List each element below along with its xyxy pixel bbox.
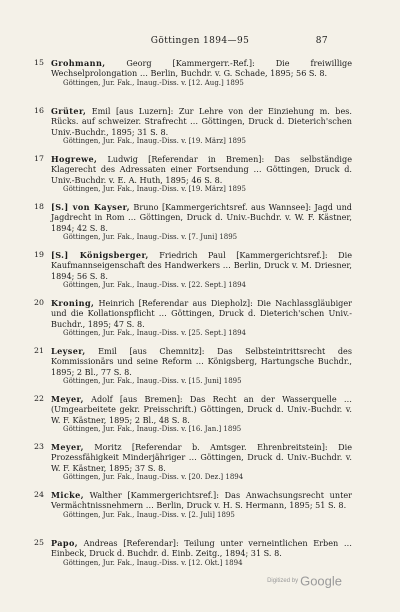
dissertation-note: Göttingen, Jur. Fak., Inaug.-Diss. v. [12. Okt.] 1894 bbox=[63, 558, 243, 567]
author-name: Grohmann, bbox=[51, 58, 106, 68]
entry-number: 21 bbox=[34, 346, 44, 355]
dissertation-note: Göttingen, Jur. Fak., Inaug.-Diss. v. [16. Jan.] 1895 bbox=[63, 424, 242, 433]
entry-number: 22 bbox=[34, 394, 44, 403]
bibliography-entry bbox=[36, 490, 352, 520]
entry-body bbox=[51, 154, 352, 194]
entry-body bbox=[51, 202, 352, 242]
entry-number: 20 bbox=[34, 298, 44, 307]
entry-text: Adolf [aus Bremen]: Das Recht an der Wasserquelle … (Umgearbeitete gekr. Preisschrift.) Göttingen, Druck d. Univ.-Buchdr. v. W. F. Kästner, 1895; 2 Bl., 48 S. 8. bbox=[51, 394, 352, 425]
bibliography-entry bbox=[36, 298, 352, 338]
digitization-watermark bbox=[267, 572, 342, 590]
bibliography-entry bbox=[36, 250, 352, 290]
dissertation-note: Göttingen, Jur. Fak., Inaug.-Diss. v. [2. Juli] 1895 bbox=[63, 510, 235, 519]
entry-text: Ludwig [Referendar in Bremen]: Das selbständige Klagerecht des Adressaten einer Fortsendung … Göttingen, Druck d. Univ.-Buchdr. v. E. A. Huth, 1895; 46 S. 8. bbox=[51, 154, 352, 185]
author-name: Micke, bbox=[51, 490, 84, 500]
dissertation-note: Göttingen, Jur. Fak., Inaug.-Diss. v. [19. März] 1895 bbox=[63, 136, 246, 145]
digitized-by-label: Digitized by bbox=[267, 577, 299, 584]
author-name: Hogrewe, bbox=[51, 154, 98, 164]
entry-number: 25 bbox=[34, 538, 44, 547]
author-name: Leyser, bbox=[51, 346, 86, 356]
entry-text: Walther [Kammergerichtsref.]: Das Anwachsungsrecht unter Vermächtnissnehmern … Berlin, Druck v. H. S. Hermann, 1895; 51 S. 8. bbox=[51, 490, 352, 511]
entry-number: 18 bbox=[34, 202, 44, 211]
author-name: Papo, bbox=[51, 538, 78, 548]
author-name: Grüter, bbox=[51, 106, 87, 116]
bibliography-entry bbox=[36, 346, 352, 386]
entry-body bbox=[51, 250, 352, 290]
dissertation-note: Göttingen, Jur. Fak., Inaug.-Diss. v. [7. Juni] 1895 bbox=[63, 232, 238, 241]
entry-text: Andreas [Referendar]: Teilung unter verneintlichen Erben … Einbeck, Druck d. Buchdr. d. Einb. Zeitg., 1894; 31 S. 8. bbox=[51, 538, 352, 559]
bibliography-entry bbox=[36, 442, 352, 482]
dissertation-note: Göttingen, Jur. Fak., Inaug.-Diss. v. [19. März] 1895 bbox=[63, 184, 246, 193]
entry-text: Friedrich Paul [Kammergerichtsref.]: Die Kaufmannseigenschaft des Handwerkers … Berlin, Druck v. M. Driesner, 1894; 56 S. 8. bbox=[51, 250, 353, 281]
entry-body bbox=[51, 298, 352, 338]
bibliography-entry bbox=[36, 538, 352, 568]
entry-body bbox=[51, 442, 352, 482]
dissertation-note: Göttingen, Jur. Fak., Inaug.-Diss. v. [12. Aug.] 1895 bbox=[63, 78, 244, 87]
entry-number: 23 bbox=[34, 442, 44, 451]
entry-body bbox=[51, 346, 352, 386]
entry-text: Bruno [Kammergerichtsref. aus Wannsee]: Jagd und Jagdrecht in Rom … Göttingen, Druck d. Univ.-Buchdr. v. W. F. Kästner, 1894; 42 S. 8. bbox=[51, 202, 352, 233]
dissertation-note: Göttingen, Jur. Fak., Inaug.-Diss. v. [15. Juni] 1895 bbox=[63, 376, 242, 385]
bibliography-entry bbox=[36, 154, 352, 194]
entry-number: 16 bbox=[34, 106, 44, 115]
author-name: Kroning, bbox=[51, 298, 95, 308]
bibliography-entry bbox=[36, 394, 352, 434]
entry-body bbox=[51, 490, 352, 520]
bibliography-entry bbox=[36, 106, 352, 146]
google-logo: Google bbox=[300, 573, 342, 589]
page-number: 87 bbox=[315, 36, 328, 46]
entry-text: Emil [aus Chemnitz]: Das Selbsteintrittsrecht des Kommissionärs und seine Reform … Königsberg, Hartungsche Buchdr., 1895; 2 Bl., 77 S. 8. bbox=[51, 346, 352, 377]
entry-text: Emil [aus Luzern]: Zur Lehre von der Einziehung m. bes. Rücks. auf schweizer. Strafrecht … Göttingen, Druck d. Dieterich'schen Univ.-Buchdr., 1895; 31 S. 8. bbox=[51, 106, 352, 137]
author-name: Meyer, bbox=[51, 394, 84, 404]
entry-text: Heinrich [Referendar aus Diepholz]: Die Nachlassgläubiger und die Kollationspflicht … Göttingen, Druck d. Dieterich'schen Univ.-Buchdr., 1895; 47 S. 8. bbox=[51, 298, 352, 329]
running-title: Göttingen 1894—95 bbox=[150, 36, 250, 46]
author-name: [S.] von Kayser, bbox=[51, 202, 130, 212]
entry-text: Moritz [Referendar b. Amtsger. Ehrenbreitstein]: Die Prozessfähigkeit Minderjähriger … Göttingen, Druck d. Univ.-Buchdr. v. W. F. Kästner, 1895; 37 S. 8. bbox=[51, 442, 352, 473]
entry-body bbox=[51, 538, 352, 568]
entry-body bbox=[51, 106, 352, 146]
entry-number: 17 bbox=[34, 154, 44, 163]
bibliography-entry bbox=[36, 58, 352, 88]
entry-body bbox=[51, 394, 352, 434]
entry-text: Georg [Kammergerr.-Ref.]: Die freiwillige Wechselprolongation … Berlin, Buchdr. v. G. Schade, 1895; 56 S. 8. bbox=[51, 58, 352, 79]
author-name: [S.] Königsberger, bbox=[51, 250, 149, 260]
dissertation-note: Göttingen, Jur. Fak., Inaug.-Diss. v. [22. Sept.] 1894 bbox=[63, 280, 246, 289]
entry-number: 15 bbox=[34, 58, 44, 67]
dissertation-note: Göttingen, Jur. Fak., Inaug.-Diss. v. [20. Dez.] 1894 bbox=[63, 472, 244, 481]
dissertation-note: Göttingen, Jur. Fak., Inaug.-Diss. v. [25. Sept.] 1894 bbox=[63, 328, 246, 337]
entry-body bbox=[51, 58, 352, 88]
entry-number: 19 bbox=[34, 250, 44, 259]
bibliography-entry bbox=[36, 202, 352, 242]
entry-number: 24 bbox=[34, 490, 44, 499]
author-name: Meyer, bbox=[51, 442, 84, 452]
